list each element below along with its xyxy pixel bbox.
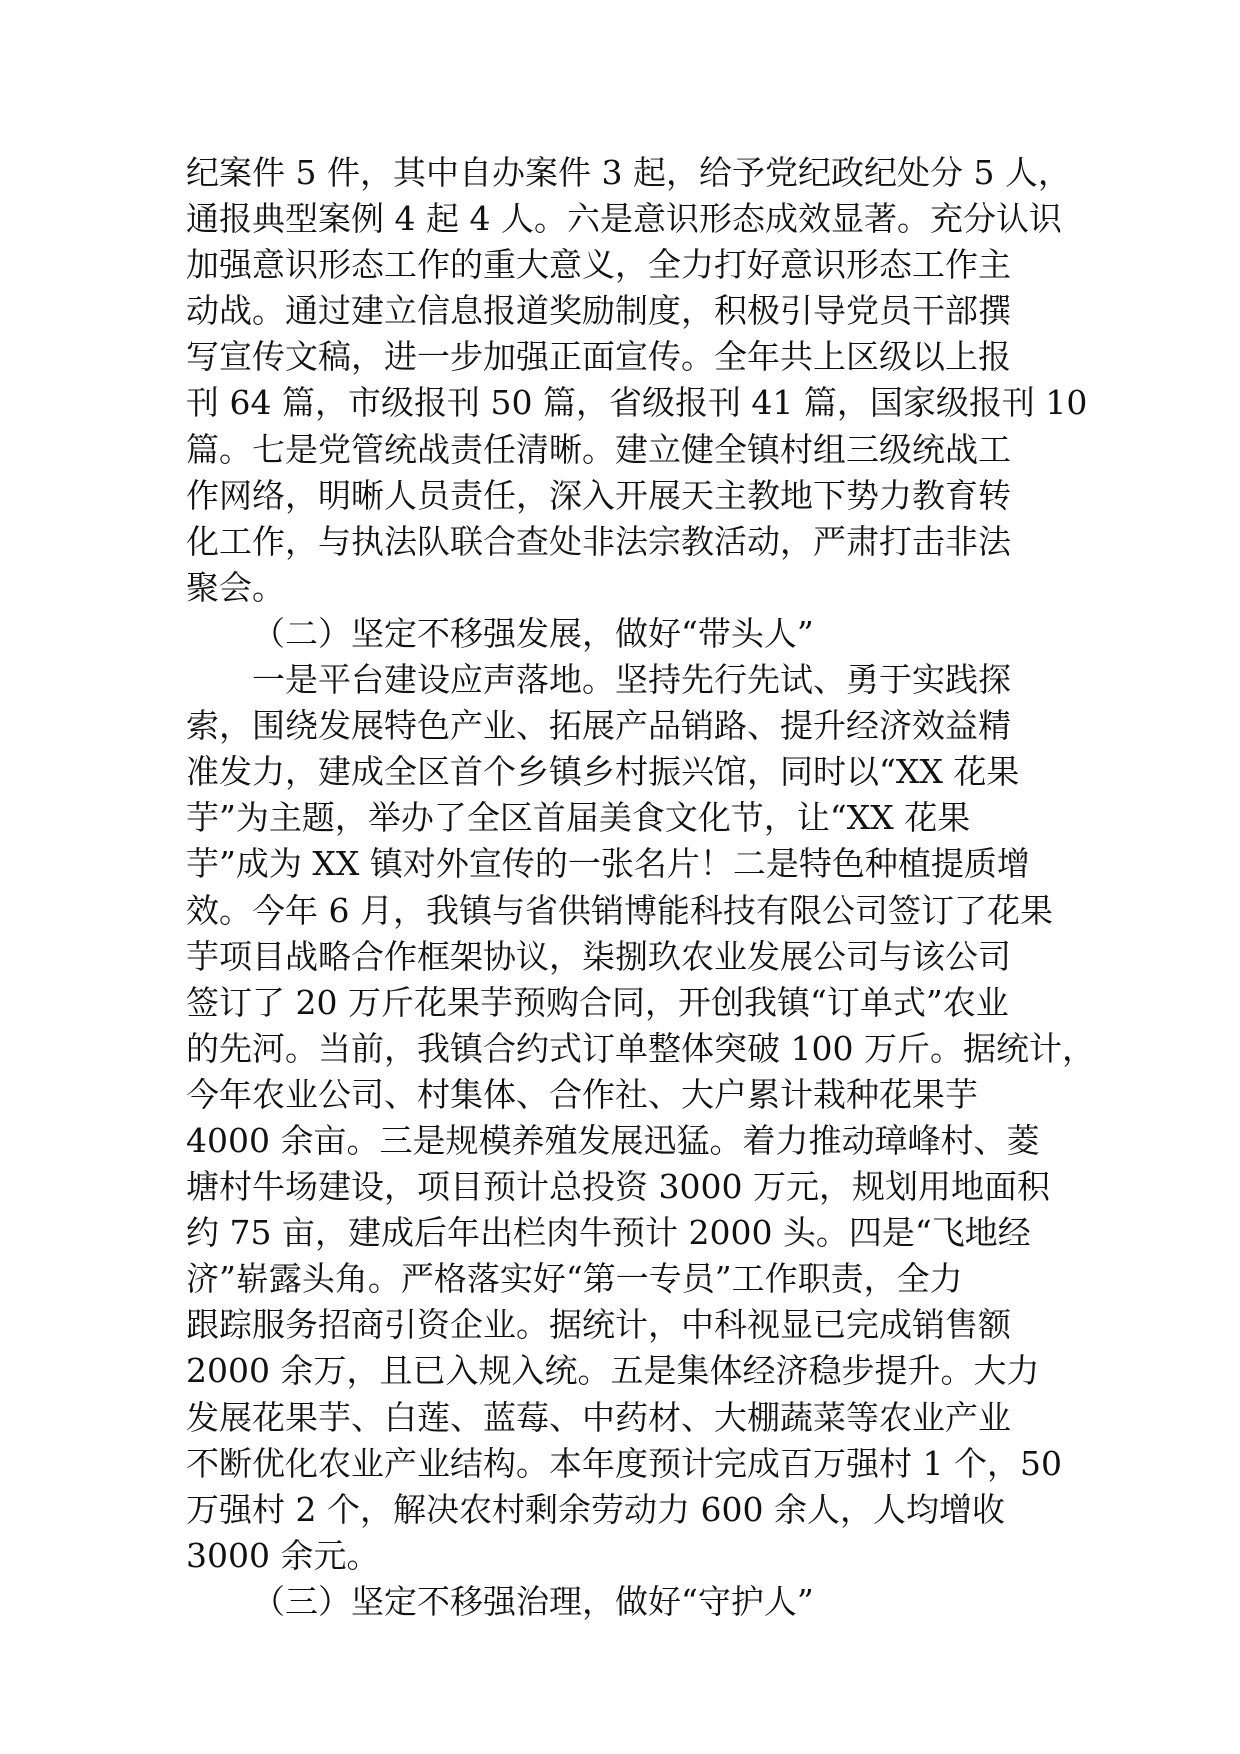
paragraph-line: 约 75 亩，建成后年出栏肉牛预计 2000 头。四是“飞地经 [186, 1213, 1031, 1253]
paragraph-line: 芋项目战略合作框架协议，柒捌玖农业发展公司与该公司 [186, 936, 1011, 976]
paragraph-line-indented: （三）坚定不移强治理，做好“守护人” [252, 1581, 814, 1621]
paragraph-line: 塘村牛场建设，项目预计总投资 3000 万元，规划用地面积 [186, 1167, 1050, 1207]
paragraph-line: 篇。七是党管统战责任清晰。建立健全镇村组三级统战工 [186, 429, 1011, 469]
paragraph-line: 索，围绕发展特色产业、拓展产品销路、提升经济效益精 [186, 706, 1011, 746]
paragraph-line: 刊 64 篇，市级报刊 50 篇，省级报刊 41 篇，国家级报刊 10 [186, 383, 1088, 423]
paragraph-line: 加强意识形态工作的重大意义，全力打好意识形态工作主 [186, 245, 1011, 285]
paragraph-line: 2000 余万，且已入规入统。五是集体经济稳步提升。大力 [186, 1351, 1040, 1391]
paragraph-line-indented: （二）坚定不移强发展，做好“带头人” [252, 613, 814, 653]
paragraph-line: 跟踪服务招商引资企业。据统计，中科视显已完成销售额 [186, 1305, 1011, 1345]
paragraph-line: 芋”成为 XX 镇对外宣传的一张名片！二是特色种植提质增 [186, 844, 1030, 884]
paragraph-line: 的先河。当前，我镇合约式订单整体突破 100 万斤。据统计， [186, 1028, 1095, 1068]
paragraph-line: 万强村 2 个，解决农村剩余劳动力 600 余人，人均增收 [186, 1489, 1005, 1529]
paragraph-line: 不断优化农业产业结构。本年度预计完成百万强村 1 个，50 [186, 1443, 1062, 1483]
paragraph-line: 纪案件 5 件，其中自办案件 3 起，给予党纪政纪处分 5 人， [186, 153, 1071, 192]
paragraph-line: 准发力，建成全区首个乡镇乡村振兴馆，同时以“XX 花果 [186, 752, 1020, 792]
paragraph-line: 发展花果芋、白莲、蓝莓、中药材、大棚蔬菜等农业产业 [186, 1397, 1011, 1437]
paragraph-line: 通报典型案例 4 起 4 人。六是意识形态成效显著。充分认识 [186, 199, 1062, 239]
paragraph-line: 济”崭露头角。严格落实好“第一专员”工作职责，全力 [186, 1259, 963, 1299]
paragraph-line: 效。今年 6 月，我镇与省供销博能科技有限公司签订了花果 [186, 890, 1053, 930]
paragraph-line: 写宣传文稿，进一步加强正面宣传。全年共上区级以上报 [186, 337, 1011, 377]
paragraph-line: 签订了 20 万斤花果芋预购合同，开创我镇“订单式”农业 [186, 982, 1009, 1022]
paragraph-line: 动战。通过建立信息报道奖励制度，积极引导党员干部撰 [186, 291, 1011, 331]
paragraph-line: 3000 余元。 [186, 1535, 380, 1575]
document-body [186, 150, 1096, 1625]
paragraph-line: 4000 余亩。三是规模养殖发展迅猛。着力推动璋峰村、菱 [186, 1120, 1040, 1160]
paragraph-line: 芋”为主题，举办了全区首届美食文化节，让“XX 花果 [186, 798, 971, 838]
paragraph-line-indented: 一是平台建设应声落地。坚持先行先试、勇于实践探 [252, 660, 1011, 700]
paragraph-line: 聚会。 [186, 567, 285, 607]
paragraph-line: 今年农业公司、村集体、合作社、大户累计栽种花果芋 [186, 1074, 978, 1114]
paragraph-line: 作网络，明晰人员责任，深入开展天主教地下势力教育转 [186, 475, 1011, 515]
paragraph-line: 化工作，与执法队联合查处非法宗教活动，严肃打击非法 [186, 521, 1011, 561]
